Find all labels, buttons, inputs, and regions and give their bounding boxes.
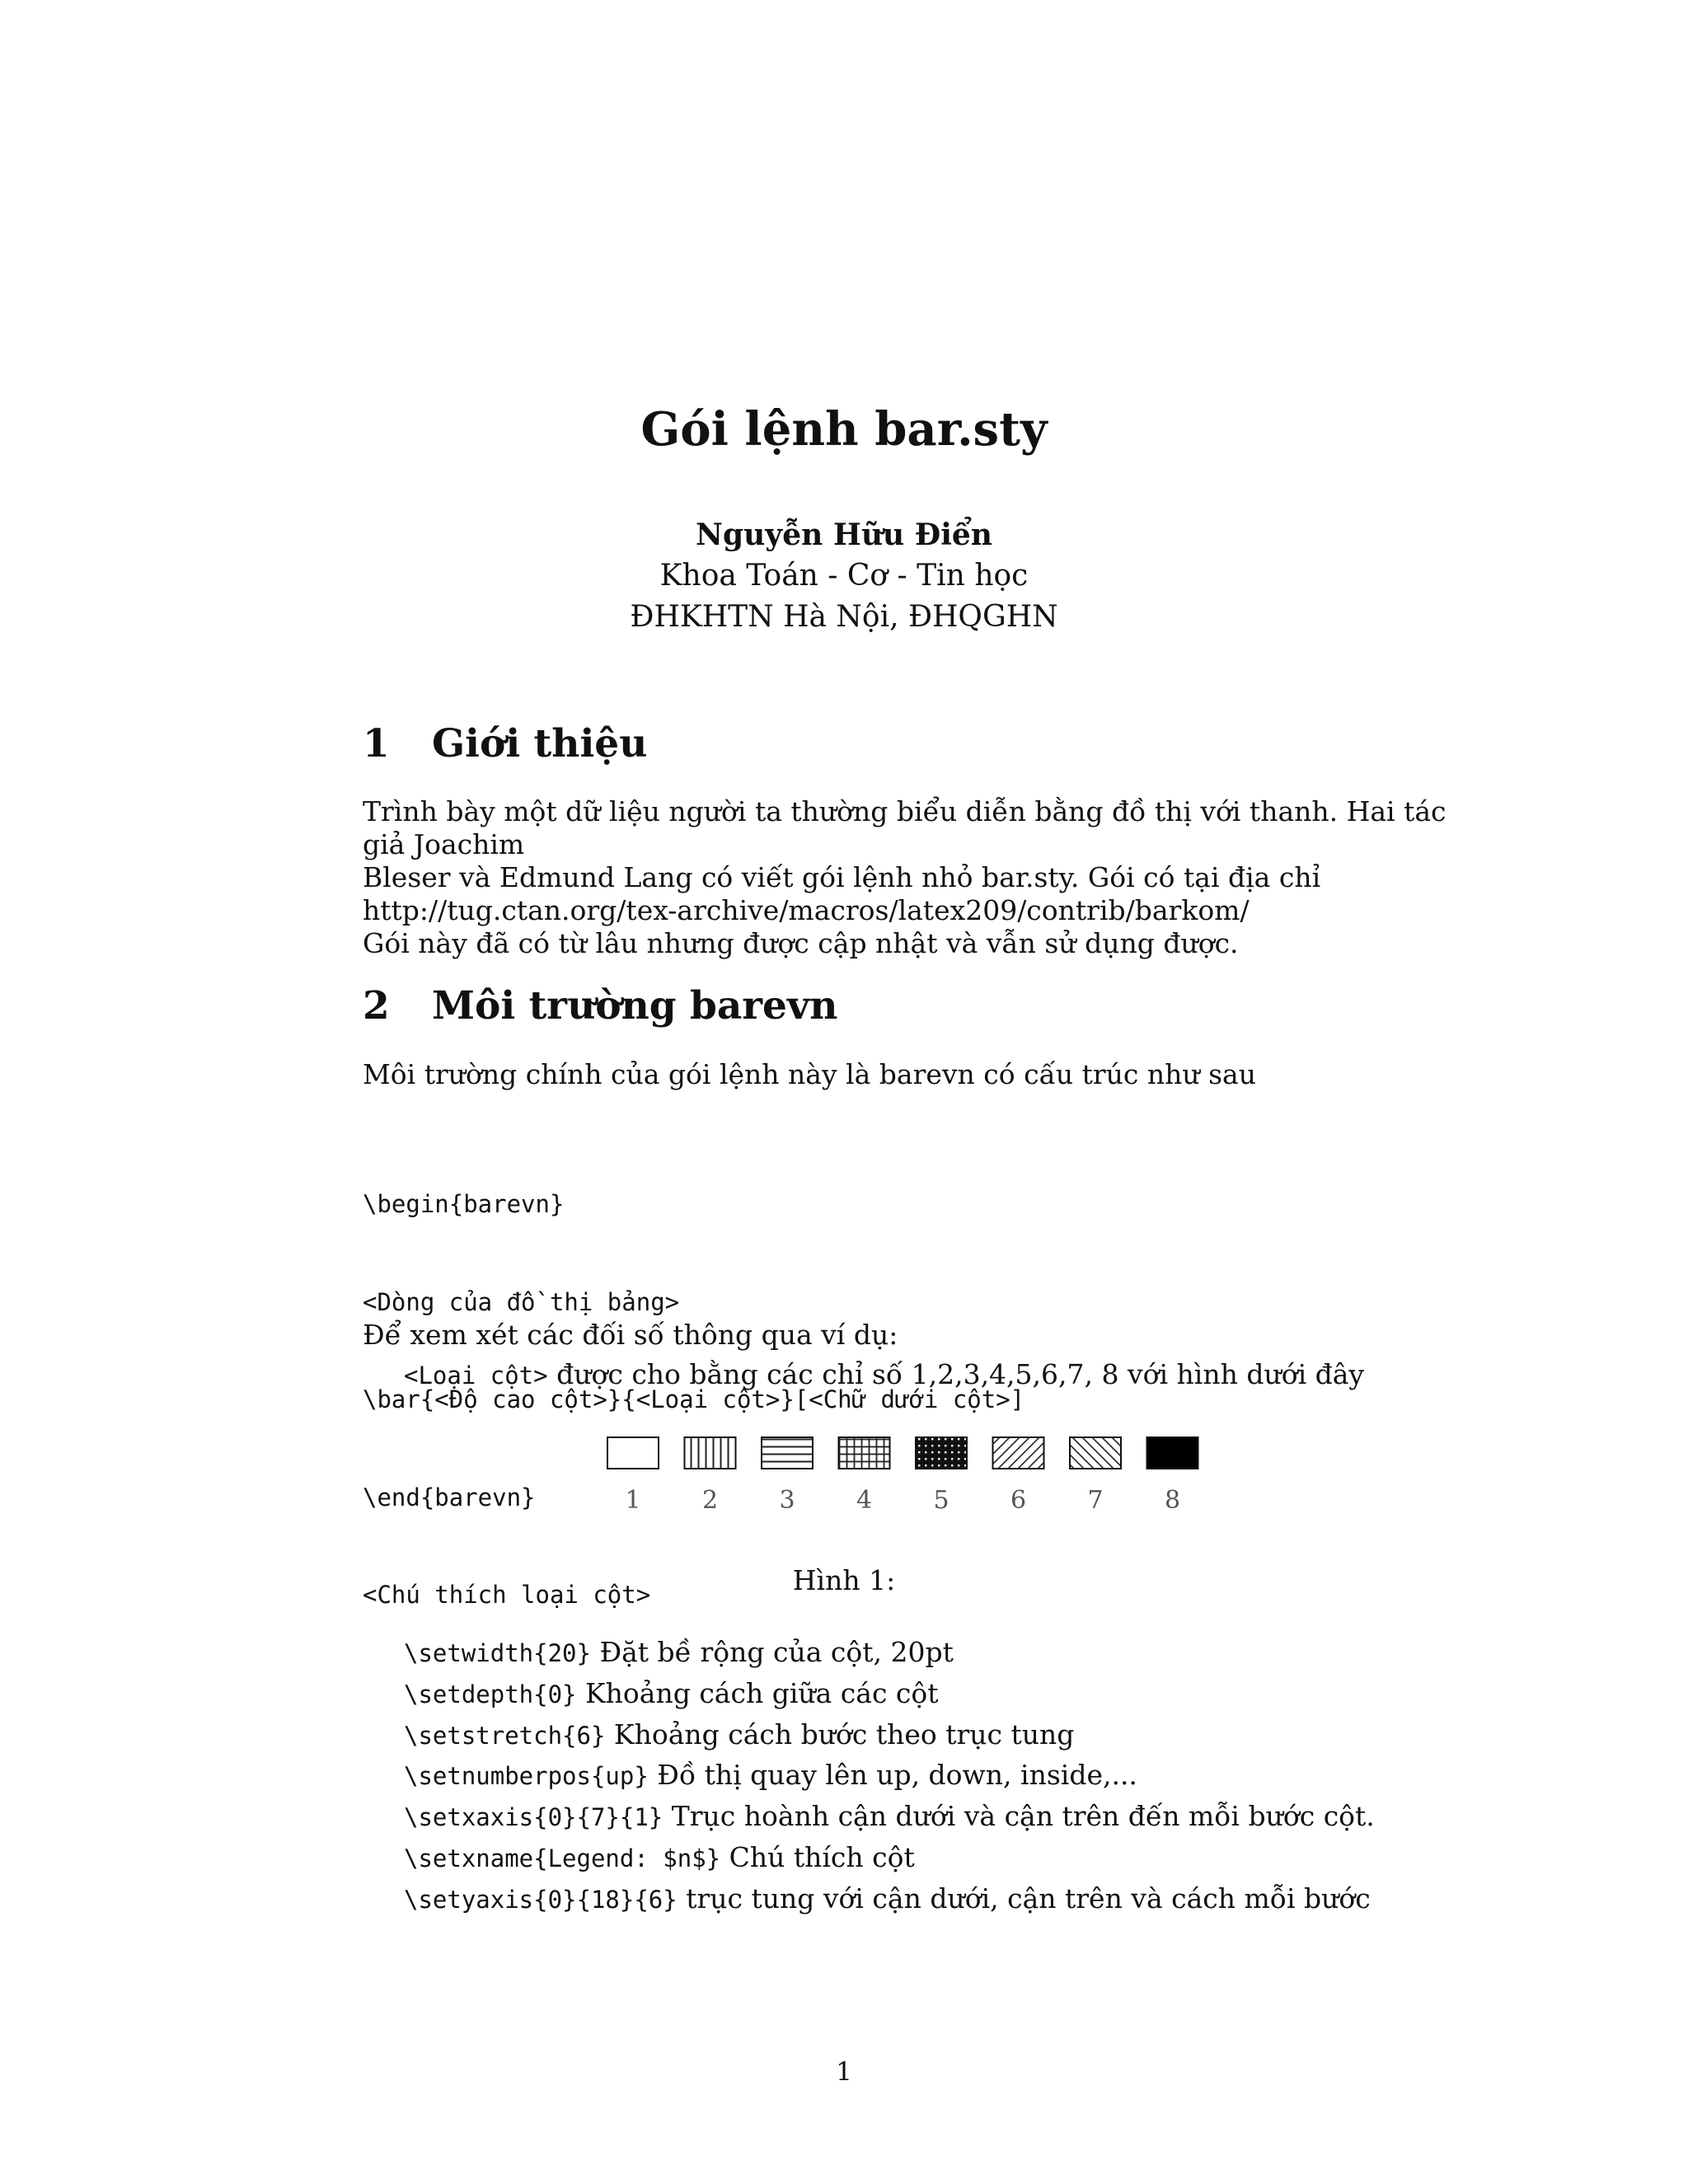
code-line: \begin{barevn} [363, 1190, 565, 1218]
bar-pattern-diagonal-up [993, 1437, 1044, 1469]
bar-pattern-label: 4 [856, 1486, 873, 1515]
command-code: \setstretch{6} [404, 1721, 606, 1750]
code-line: <Dòng của đồ thị bảng> [363, 1287, 680, 1316]
section-1-heading [363, 721, 647, 766]
code-line: <Chú thích loại cột> [363, 1581, 651, 1609]
bar-pattern-diagonal-down [1070, 1437, 1121, 1469]
bar-pattern-figure [606, 1436, 1199, 1518]
command-code: \setxname{Legend: $n$} [404, 1844, 721, 1872]
section-2-number: 2 [363, 983, 390, 1029]
command-row [404, 1755, 1375, 1796]
command-code: \setnumberpos{up} [404, 1762, 649, 1791]
command-row [404, 1837, 1375, 1878]
bar-pattern-label: 5 [933, 1486, 950, 1515]
code-line: \end{barevn} [363, 1483, 536, 1511]
command-row [404, 1632, 1375, 1673]
command-description: Khoảng cách bước theo trục tung [605, 1718, 1075, 1750]
bar-pattern-grid [839, 1437, 890, 1469]
command-code: \setxaxis{0}{7}{1} [404, 1803, 663, 1832]
bar-pattern-label: 6 [1010, 1486, 1027, 1515]
command-row [404, 1714, 1375, 1755]
command-code: \setwidth{20} [404, 1639, 591, 1667]
examples-intro: Để xem xét các đối số thông qua ví dụ: [363, 1319, 898, 1351]
bar-pattern-vertical-lines [685, 1437, 736, 1469]
command-row [404, 1796, 1375, 1837]
command-list [404, 1632, 1375, 1919]
bar-pattern-label: 3 [779, 1486, 795, 1515]
section-2-heading [363, 983, 837, 1029]
author-name: Nguyễn Hữu Điển [696, 518, 992, 552]
section-2-title: Môi trường barevn [432, 983, 838, 1029]
page-number: 1 [836, 2057, 852, 2087]
code-line: \bar{<Độ cao cột>}{<Loại cột>}[<Chữ dưới cột>] [363, 1385, 1025, 1413]
command-description: Đặt bề rộng của cột, 20pt [590, 1636, 954, 1668]
bar-pattern-label: 7 [1087, 1486, 1104, 1515]
affiliation-line-1: Khoa Toán - Cơ - Tin học [659, 559, 1029, 593]
bar-pattern-label: 2 [701, 1486, 719, 1515]
command-description: trục tung với cận dưới, cận trên và cách mỗi bước [677, 1882, 1371, 1915]
bar-pattern-solid [1147, 1437, 1198, 1469]
command-row [404, 1673, 1375, 1714]
url-line: http://tug.ctan.org/tex-archive/macros/latex209/contrib/barkom/ [363, 894, 1250, 926]
bar-pattern-empty [607, 1437, 659, 1469]
paragraph-line: Gói này đã có từ lâu nhưng được cập nhật và vẫn sử dụng được. [363, 927, 1239, 959]
section-1-title: Giới thiệu [432, 721, 648, 766]
bar-pattern-dotted-dark [916, 1437, 967, 1469]
figure-caption: Hình 1: [792, 1564, 896, 1596]
bar-pattern-label: 1 [625, 1486, 641, 1515]
section-1-paragraph [363, 795, 1451, 960]
section-2-intro: Môi trường chính của gói lệnh này là barevn có cấu trúc như sau [363, 1058, 1256, 1090]
bar-type-text: được cho bằng các chỉ số 1,2,3,4,5,6,7, 8 với hình dưới đây [547, 1358, 1365, 1390]
section-1-number: 1 [363, 721, 390, 766]
document-title: Gói lệnh bar.sty [640, 402, 1048, 457]
command-row [404, 1878, 1375, 1919]
bar-pattern-horizontal-lines [762, 1437, 813, 1469]
command-description: Đồ thị quay lên up, down, inside,... [648, 1759, 1137, 1792]
command-description: Trục hoành cận dưới và cận trên đến mỗi bước cột. [663, 1800, 1375, 1833]
paragraph-line: Bleser và Edmund Lang có viết gói lệnh nhỏ bar.sty. Gói có tại địa chỉ [363, 861, 1321, 893]
command-description: Khoảng cách giữa các cột [576, 1676, 939, 1709]
affiliation-line-2: ĐHKHTN Hà Nội, ĐHQGHN [630, 600, 1058, 634]
bar-type-code: <Loại cột> [404, 1361, 548, 1390]
command-code: \setdepth{0} [404, 1680, 577, 1708]
command-code: \setyaxis{0}{18}{6} [404, 1885, 678, 1914]
bar-type-description [404, 1358, 1364, 1390]
bar-pattern-label: 8 [1164, 1486, 1181, 1515]
command-description: Chú thích cột [720, 1840, 915, 1873]
paragraph-line: Trình bày một dữ liệu người ta thường biểu diễn bằng đồ thị với thanh. Hai tác giả Joachim [363, 795, 1447, 860]
